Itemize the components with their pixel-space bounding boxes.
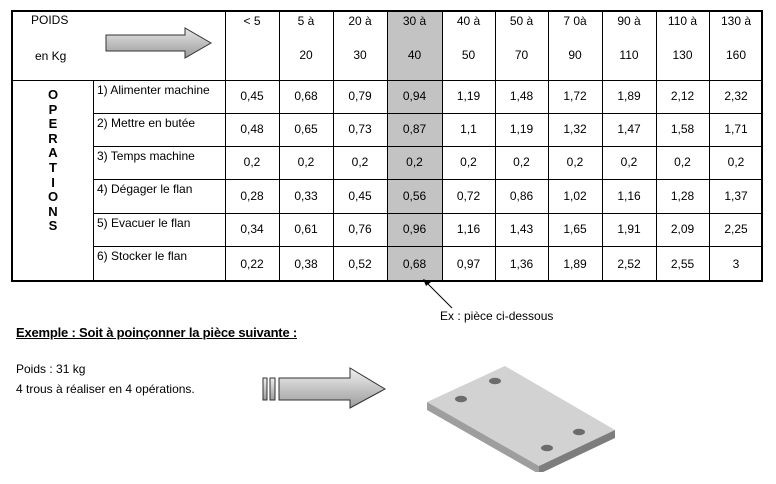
operations-letter: T (49, 159, 57, 175)
table-cell: 0,52 (348, 257, 372, 271)
weight-range-header: 50 à (509, 14, 534, 28)
metal-plate-illustration (425, 362, 620, 472)
table-cell: 0,45 (240, 89, 264, 103)
table-cell: 0,34 (240, 222, 264, 236)
table-cell: 0,96 (402, 222, 427, 236)
weight-range-header-end: 20 (299, 48, 313, 62)
table-cell: 1,32 (563, 122, 587, 136)
weight-range-header: 90 à (617, 14, 641, 28)
row-divider (93, 113, 763, 114)
table-cell: 0,72 (456, 189, 481, 203)
table-cell: 1,02 (563, 189, 587, 203)
row-divider (93, 213, 763, 214)
weight-range-header: < 5 (243, 14, 261, 28)
weight-range-header: 40 à (456, 14, 481, 28)
weight-range-header-end: 30 (353, 48, 367, 62)
row-divider (93, 146, 763, 147)
table-cell: 0,68 (294, 89, 318, 103)
operation-label: 1) Alimenter machine (97, 83, 210, 97)
table-cell: 2,52 (617, 257, 641, 271)
table-cell: 0,2 (620, 155, 638, 169)
weight-range-header-end: 40 (407, 48, 422, 62)
operations-letter: S (48, 218, 58, 234)
table-cell: 1,36 (509, 257, 534, 271)
weight-range-header: 110 à (667, 14, 698, 28)
callout-arrow-icon (420, 278, 460, 310)
weight-range-header-end: 110 (619, 48, 639, 62)
weight-range-header: 5 à (297, 14, 315, 28)
table-cell: 0,2 (297, 155, 315, 169)
table-cell: 1,16 (617, 189, 641, 203)
weight-range-header-end: 50 (461, 48, 476, 62)
operations-letter: A (48, 145, 58, 161)
table-cell: 1,37 (724, 189, 748, 203)
operations-letter: I (51, 174, 55, 190)
operations-letter: O (47, 189, 59, 205)
table-cell: 0,61 (294, 222, 318, 236)
column-divider (442, 10, 443, 282)
operation-label: 3) Temps machine (97, 149, 195, 163)
table-cell: 0,2 (727, 155, 745, 169)
table-cell: 1,71 (724, 122, 748, 136)
striped-arrow-icon (262, 366, 388, 410)
table-cell: 1,91 (617, 222, 641, 236)
operations-letter: P (48, 101, 58, 117)
table-cell: 0,56 (402, 189, 427, 203)
table-cell: 2,25 (724, 222, 748, 236)
table-cell: 1,16 (456, 222, 481, 236)
table-cell: 0,2 (674, 155, 691, 169)
weight-range-header-end: 70 (514, 48, 529, 62)
operations-time-table (11, 10, 763, 282)
operations-vertical-label (31, 88, 75, 234)
row-divider (93, 246, 763, 247)
example-holes: 4 trous à réaliser en 4 opérations. (16, 382, 195, 396)
column-divider (495, 10, 496, 282)
table-cell: 1,19 (456, 89, 481, 103)
table-cell: 1,89 (563, 257, 587, 271)
table-cell: 0,86 (509, 189, 534, 203)
unit-label: en Kg (35, 49, 67, 63)
weight-range-header: 20 à (348, 14, 372, 28)
table-cell: 0,79 (348, 89, 372, 103)
weight-range-header-end: 160 (725, 48, 747, 62)
table-cell: 1,65 (563, 222, 587, 236)
table-cell: 0,48 (240, 122, 264, 136)
table-cell: 1,47 (617, 122, 641, 136)
table-cell: 0,76 (348, 222, 372, 236)
weight-range-header-end: 130 (672, 48, 693, 62)
column-divider (656, 10, 657, 282)
example-weight: Poids : 31 kg (16, 362, 86, 376)
callout-text: Ex : pièce ci-dessous (440, 309, 554, 323)
table-cell: 0,2 (351, 155, 369, 169)
table-cell: 1,72 (563, 89, 587, 103)
weight-range-header-end (225, 48, 279, 66)
table-cell: 1,28 (670, 189, 695, 203)
table-cell: 1,89 (617, 89, 641, 103)
column-divider (93, 80, 94, 282)
column-divider (279, 10, 280, 282)
weight-range-header: 30 à (402, 14, 427, 28)
operations-letter: N (48, 203, 58, 219)
table-cell: 1,19 (509, 122, 534, 136)
column-divider (602, 10, 603, 282)
table-cell: 3 (732, 257, 740, 271)
right-arrow-icon (105, 27, 213, 59)
table-cell: 0,2 (406, 155, 423, 169)
table-cell: 0,94 (402, 89, 427, 103)
table-cell: 0,2 (513, 155, 530, 169)
table-cell: 2,32 (724, 89, 748, 103)
table-cell: 0,33 (294, 189, 318, 203)
operation-label: 5) Evacuer le flan (97, 216, 191, 230)
table-cell: 0,28 (240, 189, 264, 203)
column-divider (387, 10, 388, 282)
operations-letter: R (48, 130, 58, 146)
table-cell: 0,87 (402, 122, 427, 136)
poids-label: POIDS (31, 13, 69, 27)
column-divider (333, 10, 334, 282)
table-cell: 0,73 (348, 122, 372, 136)
table-cell: 1,43 (509, 222, 534, 236)
column-divider (709, 10, 710, 282)
weight-range-header: 130 à (720, 14, 752, 28)
table-cell: 0,38 (294, 257, 318, 271)
operation-label: 2) Mettre en butée (97, 116, 196, 130)
operation-label: 4) Dégager le flan (97, 182, 193, 196)
table-cell: 1,58 (670, 122, 695, 136)
table-cell: 0,45 (348, 189, 372, 203)
table-cell: 0,2 (460, 155, 477, 169)
example-title: Exemple : Soit à poinçonner la pièce suivante : (16, 325, 298, 340)
table-cell: 0,65 (294, 122, 318, 136)
table-cell: 0,97 (456, 257, 481, 271)
operations-letter: O (47, 87, 59, 102)
row-divider (93, 179, 763, 180)
operations-letter: E (48, 116, 58, 132)
weight-range-header: 7 0à (563, 14, 587, 28)
column-divider (225, 10, 226, 282)
table-cell: 0,68 (402, 257, 427, 271)
table-cell: 0,22 (240, 257, 264, 271)
weight-range-header-end: 90 (568, 48, 582, 62)
column-divider (548, 10, 549, 282)
table-cell: 2,12 (670, 89, 695, 103)
table-cell: 0,2 (566, 155, 584, 169)
table-cell: 2,09 (670, 222, 695, 236)
operation-label: 6) Stocker le flan (97, 249, 188, 263)
table-cell: 2,55 (670, 257, 695, 271)
table-cell: 0,2 (243, 155, 261, 169)
table-cell: 1,1 (460, 122, 477, 136)
table-cell: 1,48 (509, 89, 534, 103)
